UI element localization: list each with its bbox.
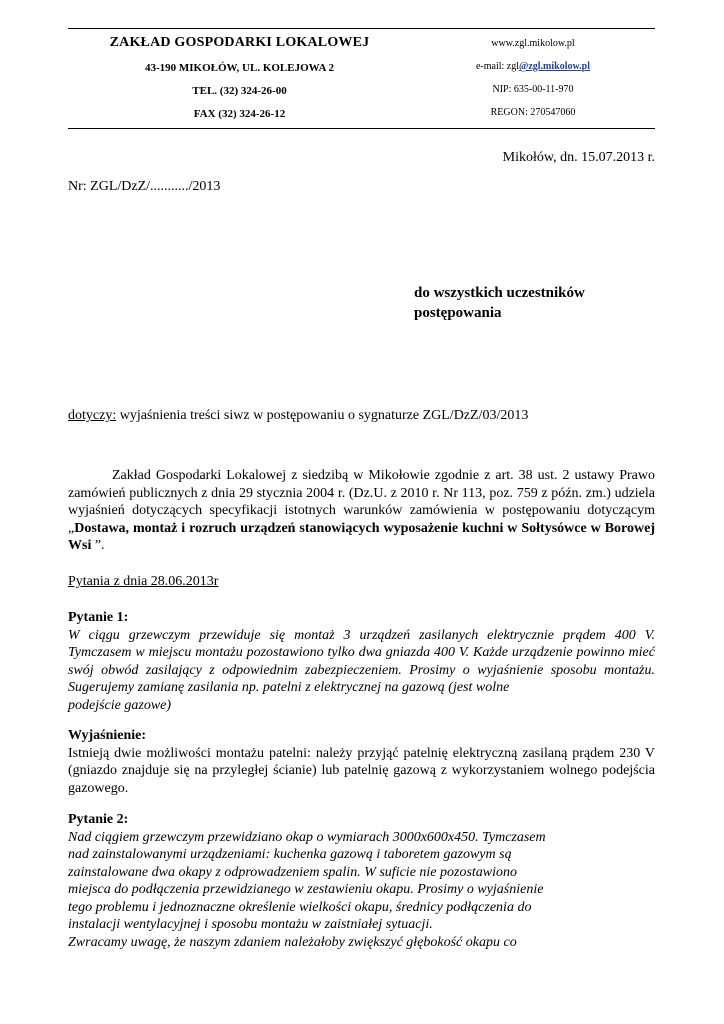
organization-address: 43-190 MIKOŁÓW, UL. KOLEJOWA 2 [144, 62, 335, 74]
question-2-line: zainstalowane dwa okapy z odprowadzeniem spalin. W suficie nie pozostawiono [68, 864, 518, 880]
recipient-line-1: do wszystkich uczestników [414, 285, 585, 301]
organization-fax: FAX (32) 324-26-12 [193, 108, 286, 120]
answer-1-text: Istnieją dwie możliwości montażu patelni: należy przyjąć patelnię elektryczną zasilaną prądem 230 V (gniazdo znajduje się na przyległej ścianie) lub patelnię gazową z wykorzystaniem wolnego podejścia gazowego. [68, 745, 655, 796]
recipient-block [414, 283, 585, 323]
question-1-heading: Pytanie 1: [68, 610, 129, 625]
intro-end: ”. [91, 538, 105, 553]
intro-text: Zakład Gospodarki Lokalowej z siedzibą w Mikołowie zgodnie z art. 38 ust. 2 ustawy Prawo zamówień publicznych z dnia 29 stycznia 2004 r. (Dz.U. z 2010 r. Nr 113, poz. 759 z późn. zm.) udziela wyjaśnień dotyczących specyfikacji istotnych warunków zamówienia w postępowaniu dotyczącym „ [68, 468, 655, 536]
subject-text: wyjaśnienia treści siwz w postępowaniu o sygnaturze ZGL/DzZ/03/2013 [116, 408, 529, 423]
recipient-line-2: postępowania [414, 305, 502, 321]
email-line [411, 61, 655, 84]
intro-paragraph [68, 467, 655, 555]
letterhead-left [68, 34, 411, 120]
question-2-block [68, 811, 655, 951]
reference-number: Nr: ZGL/DzZ/.........../2013 [68, 179, 221, 194]
subject-line [68, 408, 528, 424]
answer-1-block [68, 727, 655, 797]
question-1-block [68, 609, 655, 714]
answer-1-heading: Wyjaśnienie: [68, 728, 147, 743]
question-2-line: tego problemu i jednoznaczne określenie wielkości okapu, średnicy podłączenia do [68, 899, 532, 915]
email-prefix: e-mail: zgl [475, 61, 520, 72]
question-2-line: miejsca do podłączenia przewidzianego w zestawieniu okapu. Prosimy o wyjaśnienie [68, 882, 544, 897]
question-2-line: nad zainstalowanymi urządzeniami: kuchenka gazową i taboretem gazowym są [68, 847, 512, 862]
intro-bold-title: Dostawa, montaż i rozruch urządzeń stanowiących wyposażenie kuchni w Sołtysówce w Borowej Wsi [68, 520, 655, 553]
question-1-text: W ciągu grzewczym przewiduje się montaż 3 urządzeń zasilanych elektrycznie prądem 400 V. Tymczasem w miejscu montażu pozostawiono tylko dwa gniazda 400 V. Każde urządzenie powinno mieć swój obwód zasilający z odpowiednim zabezpieczeniem. Prosimy o wyjaśnienie sposobu montażu. Sugerujemy zamianę zasilania np. patelni z elektrycznej na gazową (jest wolne [68, 627, 655, 695]
letterhead-right [411, 38, 655, 130]
question-2-line: instalacji wentylacyjnej i sposobu montażu w zaistniałej sytuacji. [68, 917, 433, 932]
letter-date: Mikołów, dn. 15.07.2013 r. [502, 150, 655, 165]
organization-name: ZAKŁAD GOSPODARKI LOKALOWEJ [109, 35, 370, 50]
organization-phone: TEL. (32) 324-26-00 [192, 85, 287, 97]
website-text: www.zgl.mikolow.pl [491, 38, 575, 49]
header-bottom-rule [68, 128, 655, 129]
question-2-heading: Pytanie 2: [68, 812, 129, 827]
question-2-line: Zwracamy uwagę, że naszym zdaniem należałoby zwiększyć głębokość okapu co [68, 934, 517, 950]
question-2-line: Nad ciągiem grzewczym przewidziano okap o wymiarach 3000x600x450. Tymczasem [68, 829, 546, 845]
question-1-text-end: podejście gazowe) [68, 697, 172, 713]
regon-number: REGON: 270547060 [490, 107, 576, 118]
subject-label: dotyczy: [68, 408, 117, 423]
header-top-rule [68, 28, 655, 29]
nip-number: NIP: 635-00-11-970 [492, 84, 574, 95]
email-link[interactable]: @zgl.mikolow.pl [519, 61, 591, 72]
questions-date: Pytania z dnia 28.06.2013r [68, 574, 219, 589]
